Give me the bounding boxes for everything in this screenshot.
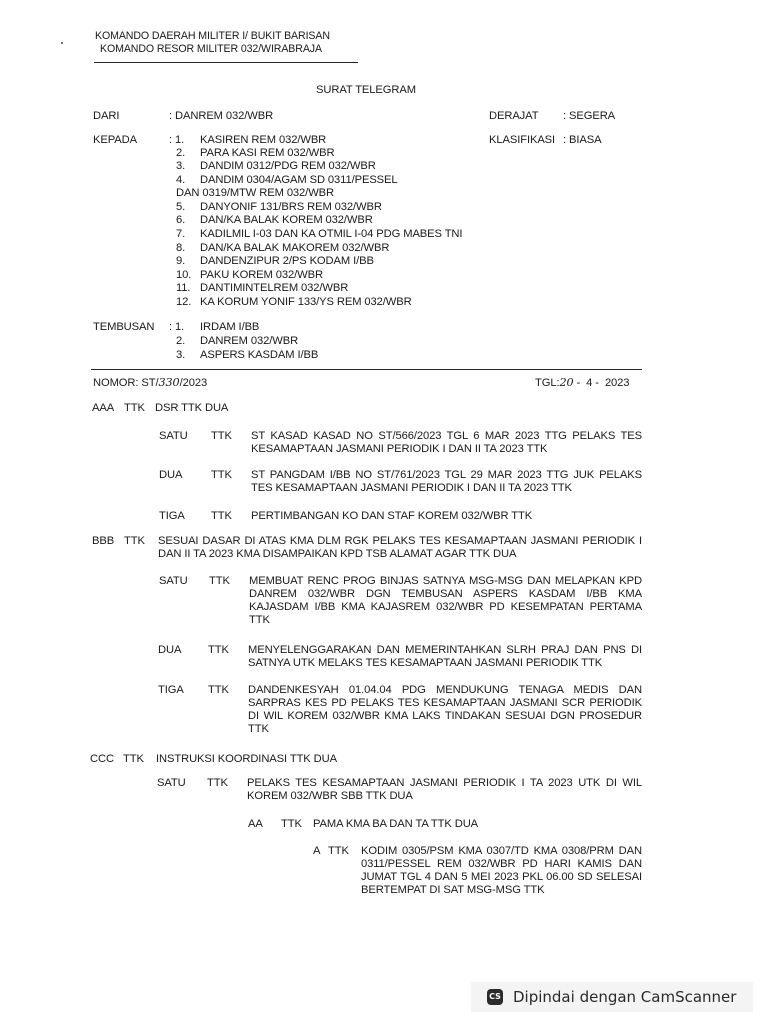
- item-text: ST KASAD KASAD NO ST/566/2023 TGL 6 MAR 2023 TTG PELAKS TES KESAMAPTAAN JASMANI PERIODIK I DAN II TA 2023 TTK: [251, 430, 642, 455]
- item-ttk: TTK: [209, 575, 230, 587]
- kepada-item-num: 4.: [176, 174, 186, 186]
- kepada-item-text: DAN/KA BALAK KOREM 032/WBR: [200, 214, 373, 226]
- kepada-item-num: 7.: [176, 228, 186, 240]
- nomor-suffix: /2023: [179, 377, 208, 389]
- kepada-item-num: 10.: [176, 269, 192, 281]
- section-aaa-code: AAA: [92, 402, 115, 414]
- klasifikasi-value: : BIASA: [563, 134, 602, 146]
- item-number: TIGA: [158, 684, 184, 696]
- nomor-prefix: NOMOR: ST/: [93, 377, 159, 389]
- dari-label: DARI: [93, 110, 120, 122]
- item-ttk: TTK: [207, 777, 228, 789]
- section-bbb-ttk: TTK: [124, 535, 145, 547]
- kepada-item-num: 8.: [176, 242, 186, 254]
- kepada-item-text: DANDIM 0304/AGAM SD 0311/PESSEL: [200, 174, 398, 186]
- kepada-item-text: DANTIMINTELREM 032/WBR: [200, 282, 349, 294]
- item-ttk: TTK: [211, 510, 232, 522]
- document-title: SURAT TELEGRAM: [316, 84, 416, 96]
- kepada-item-num: 5.: [176, 201, 186, 213]
- item-text: MEMBUAT RENC PROG BINJAS SATNYA MSG-MSG DAN MELAPKAN KPD DANREM 032/WBR DGN TEMBUSAN ASPERS KASDAM I/BB KMA KAJASDAM I/BB KMA KAJASREM 032/WBR PD KESEMPATAN PERTAMA TTK: [249, 575, 642, 626]
- camscanner-watermark: [471, 982, 753, 1012]
- kepada-item-text: PARA KASI REM 032/WBR: [200, 147, 335, 159]
- kepada-item-num: 3.: [176, 160, 186, 172]
- dari-value: : DANREM 032/WBR: [169, 110, 274, 122]
- kepada-item-num: 12.: [176, 296, 192, 308]
- section-ccc-ttk: TTK: [123, 753, 144, 765]
- item-number: SATU: [159, 430, 188, 442]
- kepada-item-text: PAKU KOREM 032/WBR: [200, 269, 323, 281]
- item-text: PERTIMBANGAN KO DAN STAF KOREM 032/WBR TTK: [251, 510, 533, 522]
- item-text: DANDENKESYAH 01.04.04 PDG MENDUKUNG TENAGA MEDIS DAN SARPRAS KES PD PELAKS TES KESAMAPTAAN JASMANI SCR PERIODIK DI WIL KOREM 032/WBR KMA LAKS TINDAKAN SESUAI DGN PROSEDUR TTK: [248, 684, 642, 735]
- kepada-item-text: KADILMIL I-03 DAN KA OTMIL I-04 PDG MABES TNI: [200, 228, 463, 240]
- section-ccc-code: CCC: [90, 753, 114, 765]
- kepada-item-text: KA KORUM YONIF 133/YS REM 032/WBR: [200, 296, 412, 308]
- item-text: MENYELENGGARAKAN DAN MEMERINTAHKAN SLRH PRAJ DAN PNS DI SATNYA UTK MELAKS TES KESAMAPTAAN JASMANI PERIODIK TTK: [248, 644, 642, 669]
- item-number: TIGA: [159, 510, 185, 522]
- kepada-item-text: DANYONIF 131/BRS REM 032/WBR: [200, 201, 382, 213]
- tgl-prefix: TGL:: [535, 377, 560, 389]
- item-number: SATU: [157, 777, 186, 789]
- tembusan-item-num: 2.: [176, 335, 186, 347]
- header-underline: [94, 62, 358, 63]
- item-ttk: TTK: [211, 469, 232, 481]
- subitem-ttk: TTK: [281, 818, 302, 830]
- kepada-label: KEPADA: [93, 134, 137, 146]
- tgl-line: [535, 376, 629, 390]
- subsubitem-text: KODIM 0305/PSM KMA 0307/TD KMA 0308/PRM DAN 0311/PESSEL REM 032/WBR PD HARI KAMIS DAN JUMAT TGL 4 DAN 5 MEI 2023 PKL 06.00 SD SELESAI BERTEMPAT DI SAT MSG-MSG TTK: [361, 845, 642, 896]
- subitem-text: PAMA KMA BA DAN TA TTK DUA: [313, 818, 479, 830]
- tembusan-label: TEMBUSAN: [93, 321, 155, 333]
- item-ttk: TTK: [208, 684, 229, 696]
- kepada-item-text: DAN/KA BALAK MAKOREM 032/WBR: [200, 242, 390, 254]
- tembusan-item-text: ASPERS KASDAM I/BB: [200, 349, 319, 361]
- klasifikasi-label: KLASIFIKASI: [489, 134, 556, 146]
- section-aaa-ttk: TTK: [124, 402, 145, 414]
- section-ccc-text: INSTRUKSI KOORDINASI TTK DUA: [156, 753, 337, 765]
- tembusan-item-num: 3.: [176, 349, 186, 361]
- tembusan-item-text: DANREM 032/WBR: [200, 335, 299, 347]
- nomor-line: [93, 376, 207, 390]
- kepada-item-text: DANDIM 0312/PDG REM 032/WBR: [200, 160, 376, 172]
- tgl-handwritten: 20: [559, 376, 574, 389]
- tgl-suffix: - 4 - 2023: [573, 377, 630, 389]
- scan-speck: [61, 42, 63, 44]
- section-aaa-text: DSR TTK DUA: [155, 402, 229, 414]
- header-subcommand: KOMANDO RESOR MILITER 032/WIRABRAJA: [100, 43, 322, 55]
- kepada-item-num: : 1.: [169, 134, 185, 146]
- kepada-item-text: KASIREN REM 032/WBR: [200, 134, 327, 146]
- kepada-item-text: DAN 0319/MTW REM 032/WBR: [176, 187, 334, 199]
- kepada-item-num: 2.: [176, 147, 186, 159]
- header-command: KOMANDO DAERAH MILITER I/ BUKIT BARISAN: [95, 30, 330, 42]
- subitem-number: AA: [248, 818, 263, 830]
- derajat-value: : SEGERA: [563, 110, 616, 122]
- derajat-label: DERAJAT: [489, 110, 539, 122]
- kepada-item-num: 9.: [176, 255, 186, 267]
- item-text: PELAKS TES KESAMAPTAAN JASMANI PERIODIK I TA 2023 UTK DI WIL KOREM 032/WBR SBB TTK DUA: [247, 777, 642, 802]
- section-divider: [91, 369, 642, 370]
- tembusan-item-num: : 1.: [169, 321, 185, 333]
- subsubitem-number: A: [313, 845, 321, 857]
- subsubitem-ttk: TTK: [328, 845, 349, 857]
- nomor-handwritten: 330: [158, 376, 180, 389]
- camscanner-logo-icon: CS: [487, 989, 503, 1005]
- item-number: DUA: [159, 469, 183, 481]
- camscanner-label: Dipindai dengan CamScanner: [513, 988, 737, 1006]
- kepada-item-text: DANDENZIPUR 2/PS KODAM I/BB: [200, 255, 374, 267]
- item-ttk: TTK: [208, 644, 229, 656]
- kepada-item-num: 6.: [176, 214, 186, 226]
- item-text: ST PANGDAM I/BB NO ST/761/2023 TGL 29 MAR 2023 TTG JUK PELAKS TES KESAMAPTAAN JASMANI PERIODIK I DAN II TA 2023 TTK: [251, 469, 642, 494]
- section-bbb-code: BBB: [92, 535, 115, 547]
- item-number: SATU: [159, 575, 188, 587]
- item-number: DUA: [158, 644, 182, 656]
- item-ttk: TTK: [211, 430, 232, 442]
- tembusan-item-text: IRDAM I/BB: [200, 321, 260, 333]
- kepada-item-num: 11.: [176, 282, 191, 294]
- section-bbb-text: SESUAI DASAR DI ATAS KMA DLM RGK PELAKS TES KESAMAPTAAN JASMANI PERIODIK I DAN II TA 2023 KMA DISAMPAIKAN KPD TSB ALAMAT AGAR TTK DUA: [158, 535, 642, 560]
